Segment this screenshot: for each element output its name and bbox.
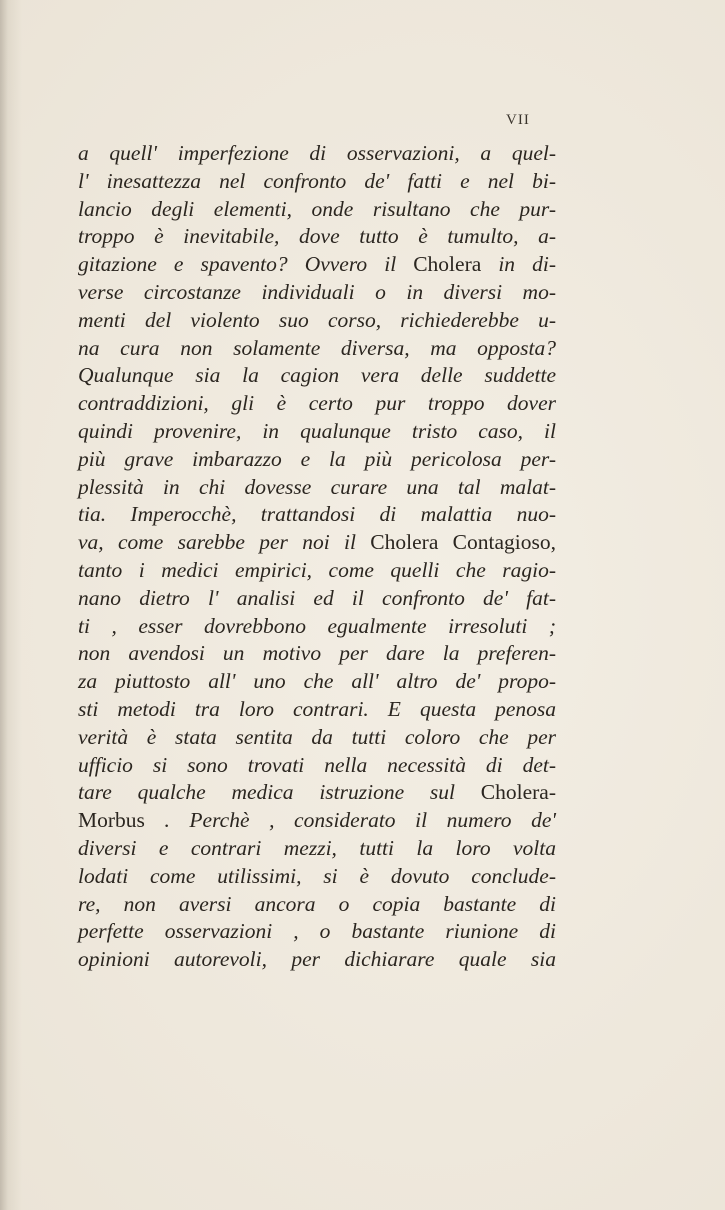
italic-text-segment: in di- <box>481 252 556 277</box>
italic-text-segment: contraddizioni, gli è certo pur troppo dover <box>78 391 556 416</box>
italic-text-segment: troppo è inevitabile, dove tutto è tumulto, a- <box>78 224 556 249</box>
text-line <box>78 474 556 502</box>
italic-text-segment: lodati come utilissimi, si è dovuto conclude- <box>78 863 556 888</box>
text-line <box>78 223 556 251</box>
italic-text-segment: non avendosi un motivo per dare la preferen- <box>78 641 556 666</box>
text-line <box>78 640 556 668</box>
text-line <box>78 501 556 529</box>
text-line <box>78 279 556 307</box>
text-line <box>78 529 556 557</box>
text-line <box>78 196 556 224</box>
italic-text-segment: lancio degli elementi, onde risultano che pur- <box>78 196 556 221</box>
italic-text-segment: re, non aversi ancora o copia bastante di <box>78 891 556 916</box>
text-line <box>78 251 556 279</box>
roman-text-segment: Morbus <box>78 808 145 833</box>
italic-text-segment: va, come sarebbe per noi il <box>78 530 371 555</box>
roman-text-segment: Cholera- <box>480 780 556 805</box>
text-line <box>78 696 556 724</box>
roman-text-segment: Cholera Contagioso, <box>370 530 556 555</box>
italic-text-segment: più grave imbarazzo e la più pericolosa per- <box>78 446 556 471</box>
text-line <box>78 168 556 196</box>
italic-text-segment: opinioni autorevoli, per dichiarare quale sia <box>78 947 556 972</box>
text-line <box>78 807 556 835</box>
text-line <box>78 863 556 891</box>
italic-text-segment: tare qualche medica istruzione sul <box>78 780 481 805</box>
italic-text-segment: quindi provenire, in qualunque tristo caso, il <box>78 418 556 443</box>
text-line <box>78 668 556 696</box>
italic-text-segment: za piuttosto all' uno che all' altro de' propo- <box>78 669 556 694</box>
roman-text-segment: Cholera <box>413 252 482 277</box>
text-line <box>78 835 556 863</box>
italic-text-segment: na cura non solamente diversa, ma opposta? <box>78 335 556 360</box>
italic-text-segment: ti , esser dovrebbono egualmente irresoluti ; <box>78 613 556 638</box>
text-line <box>78 891 556 919</box>
text-line <box>78 946 556 974</box>
text-line <box>78 585 556 613</box>
italic-text-segment: verità è stata sentita da tutti coloro che per <box>78 724 556 749</box>
italic-text-segment: Qualunque sia la cagion vera delle suddette <box>78 363 556 388</box>
text-line <box>78 307 556 335</box>
text-line <box>78 418 556 446</box>
italic-text-segment: sti metodi tra loro contrari. E questa penosa <box>78 696 556 721</box>
italic-text-segment: nano dietro l' analisi ed il confronto de' fat- <box>78 585 556 610</box>
italic-text-segment: a quell' imperfezione di osservazioni, a quel- <box>78 141 556 165</box>
italic-text-segment: verse circostanze individuali o in diversi mo- <box>78 279 556 304</box>
text-line <box>78 613 556 641</box>
text-line <box>78 446 556 474</box>
body-text <box>78 140 556 974</box>
text-line <box>78 557 556 585</box>
text-line <box>78 390 556 418</box>
italic-text-segment: l' inesattezza nel confronto de' fatti e nel bi- <box>78 168 556 193</box>
italic-text-segment: perfette osservazioni , o bastante riunione di <box>78 919 556 944</box>
italic-text-segment: menti del violento suo corso, richiederebbe u- <box>78 307 556 332</box>
text-line <box>78 724 556 752</box>
italic-text-segment: ufficio si sono trovati nella necessità di det- <box>78 752 556 777</box>
text-line <box>78 140 556 168</box>
italic-text-segment: diversi e contrari mezzi, tutti la loro volta <box>78 835 556 860</box>
text-line <box>78 752 556 780</box>
text-line <box>78 779 556 807</box>
italic-text-segment: . Perchè , considerato il numero de' <box>144 808 556 833</box>
italic-text-segment: plessità in chi dovesse curare una tal malat- <box>78 474 556 499</box>
page-number: VII <box>506 112 530 128</box>
italic-text-segment: tia. Imperocchè, trattandosi di malattia nuo- <box>78 502 556 527</box>
text-line <box>78 918 556 946</box>
italic-text-segment: tanto i medici empirici, come quelli che ragio- <box>78 557 556 582</box>
text-line <box>78 335 556 363</box>
text-line <box>78 362 556 390</box>
italic-text-segment: gitazione e spavento? Ovvero il <box>78 252 414 277</box>
